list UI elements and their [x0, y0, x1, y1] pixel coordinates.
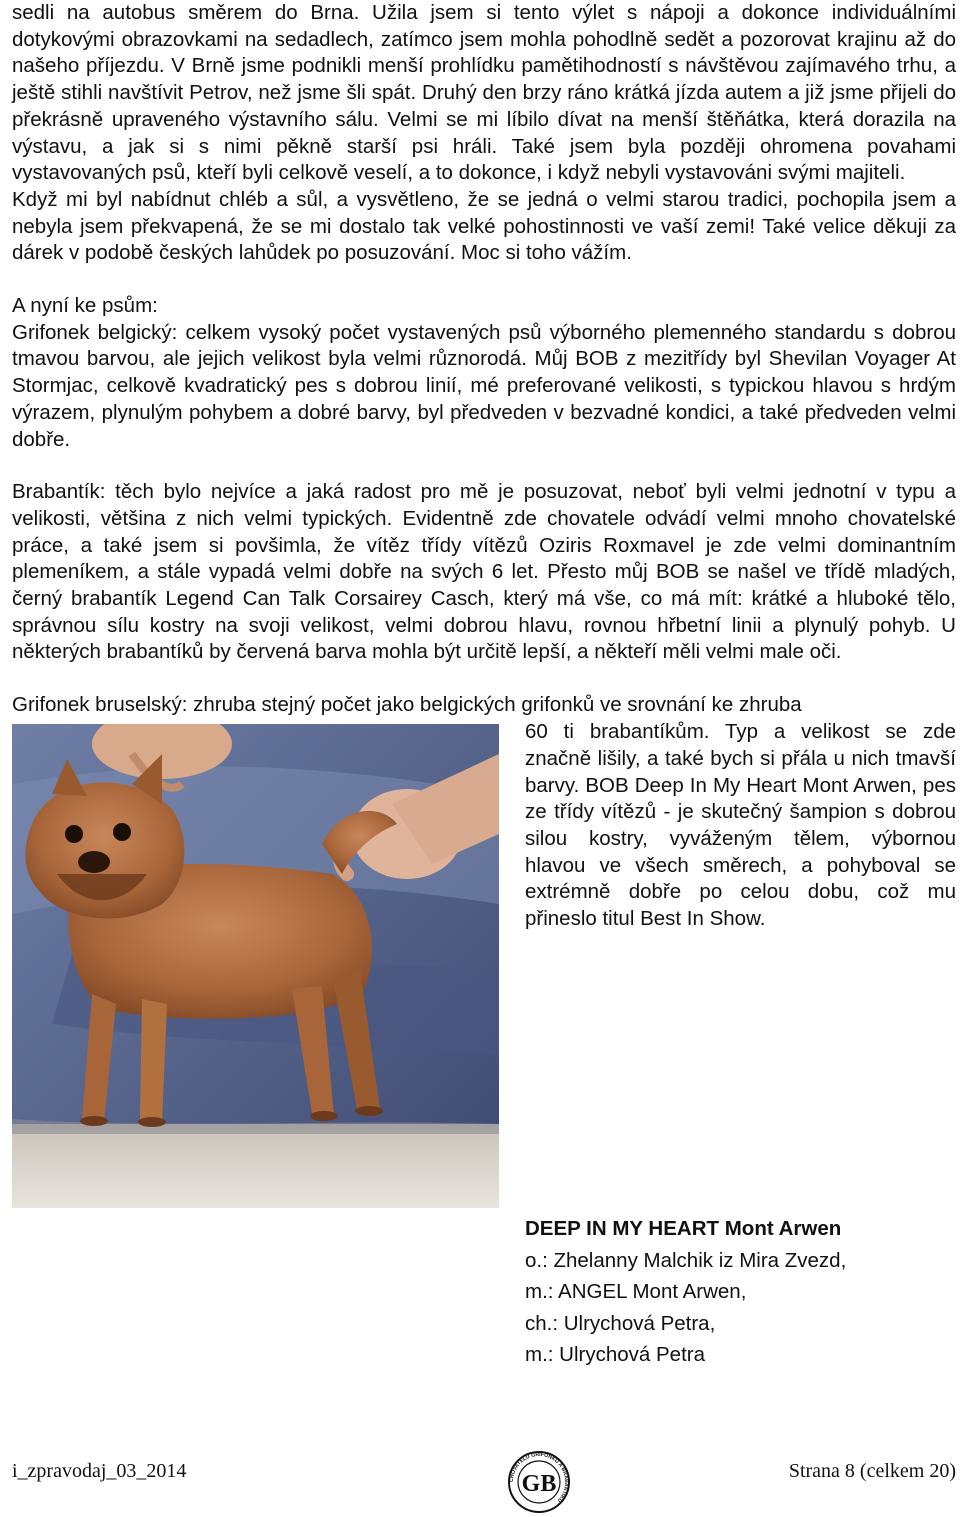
caption-line-breeder: ch.: Ulrychová Petra,: [525, 1311, 716, 1335]
bruselsky-paragraph: 60 ti brabantíkům. Typ a velikost se zde značně lišily, a také bych si přála u nich tmavší barvy. BOB Deep In My Heart Mont Arwen, pes ze třídy vítězů - je skutečný šampion s dobrou silou kostry, vyváženým tělem, výbornou hlavou ve všech směrech, a pohyboval se extrémně dobře po celou dobu, což mu přineslo titul Best In Show.: [525, 720, 956, 931]
intro-paragraph-1: sedli na autobus směrem do Brna. Užila jsem si tento výlet s nápoji a dokonce individuálními dotykovými obrazovkami na sedadlech, zatímco jsem mohla pohodlně sedět a pozorovat krajinu až do našeho příjezdu. V Brně jsme podnikli menší prohlídku pamětihodností s návštěvou zajímavého trhu, a ještě stihli navštívit Petrov, než jsme šli spát. Druhý den brzy ráno krátká jízda autem a již jsme přijeli do překrásně upraveného výstavního sálu. Velmi se mi líbilo dívat na menší štěňátka, která dorazila na výstavu, a jak si s nimi pěkně starší psi hráli. Také jsem byla později ohromena povahami vystavovaných psů, kteří byli celkově veselí, a to dokonce, i když nebyli vystavováni svými majiteli.: [12, 1, 956, 185]
dogs-heading: A nyní ke psům:: [12, 294, 158, 318]
bruselsky-wrapped-text: [525, 719, 956, 933]
caption-line-mother: m.: ANGEL Mont Arwen,: [525, 1280, 747, 1303]
dog-photo: [12, 724, 499, 1208]
caption-line-owner: m.: Ulrychová Petra: [525, 1343, 705, 1366]
document-page: [12, 0, 956, 1222]
page-footer: [12, 1450, 956, 1510]
footer-publication: i_zpravodaj_03_2014: [12, 1460, 187, 1482]
brabantik-paragraph: Brabantík: těch bylo nejvíce a jaká radost pro mě je posuzovat, neboť byli velmi jednotní v typu a velikosti, většina z nich velmi typických. Evidentně zde chovatele odvádí velmi mnoho chovatelské práce, a také jsem si povšimla, že vítěz třídy vítězů Oziris Roxmavel je zde velmi dominantním plemeníkem, a stále vypadá velmi dobře na svých 6 let. Přesto můj BOB se našel ve třídě mladých, černý brabantík Legend Can Talk Corsairey Casch, který má vše, co má mít: krátké a hluboké tělo, správnou sílu kostry na svoji velikost, velmi dobrou hlavu, rovnou hřbetní linii a plynulý pohyb. U některých brabantíků by červená barva mohla být určitě lepší, a někteří měli velmi male oči.: [12, 480, 956, 664]
bruselsky-first-line: Grifonek bruselský: zhruba stejný počet jako belgických grifonků ve srovnání ke zhruba: [12, 693, 802, 717]
svg-text:GB: GB: [521, 1471, 557, 1497]
caption-line-father: o.: Zhelanny Malchik iz Mira Zvezd,: [525, 1248, 847, 1272]
photo-caption: [525, 1213, 846, 1371]
svg-text:CHOVATELŮ GRIFONKŮ A BRABANTÍK: CHOVATELŮ GRIFONKŮ A BRABANTÍKŮ: [508, 1451, 570, 1504]
belgicky-paragraph: Grifonek belgický: celkem vysoký počet vystavených psů výborného plemenného standardu s dobrou tmavou barvou, ale jejich velikost byla velmi různorodá. Můj BOB z mezitřídy byl Shevilan Voyager At Stormjac, celkově kvadratický pes s dobrou linií, mé preferované velikosti, s typickou hlavou s hrdým výrazem, plynulým pohybem a dobré barvy, byl předveden v bezvadné kondici, a také předveden velmi dobře.: [12, 320, 956, 451]
caption-title: DEEP IN MY HEART Mont Arwen: [525, 1217, 842, 1240]
footer-page-number: Strana 8 (celkem 20): [788, 1460, 956, 1482]
bruselsky-section: [12, 692, 956, 1222]
intro-paragraph-2: Když mi byl nabídnut chléb a sůl, a vysvětleno, že se jedná o velmi starou tradici, pochopila jsem a nebyla jsem překvapená, že se mi dostalo tak velké pohostinnosti ve vaší zemi! Také velice děkuji za dárek v podobě českých lahůdek po posuzování. Moc si toho vážím.: [12, 187, 956, 265]
club-logo-icon: [504, 1450, 574, 1514]
